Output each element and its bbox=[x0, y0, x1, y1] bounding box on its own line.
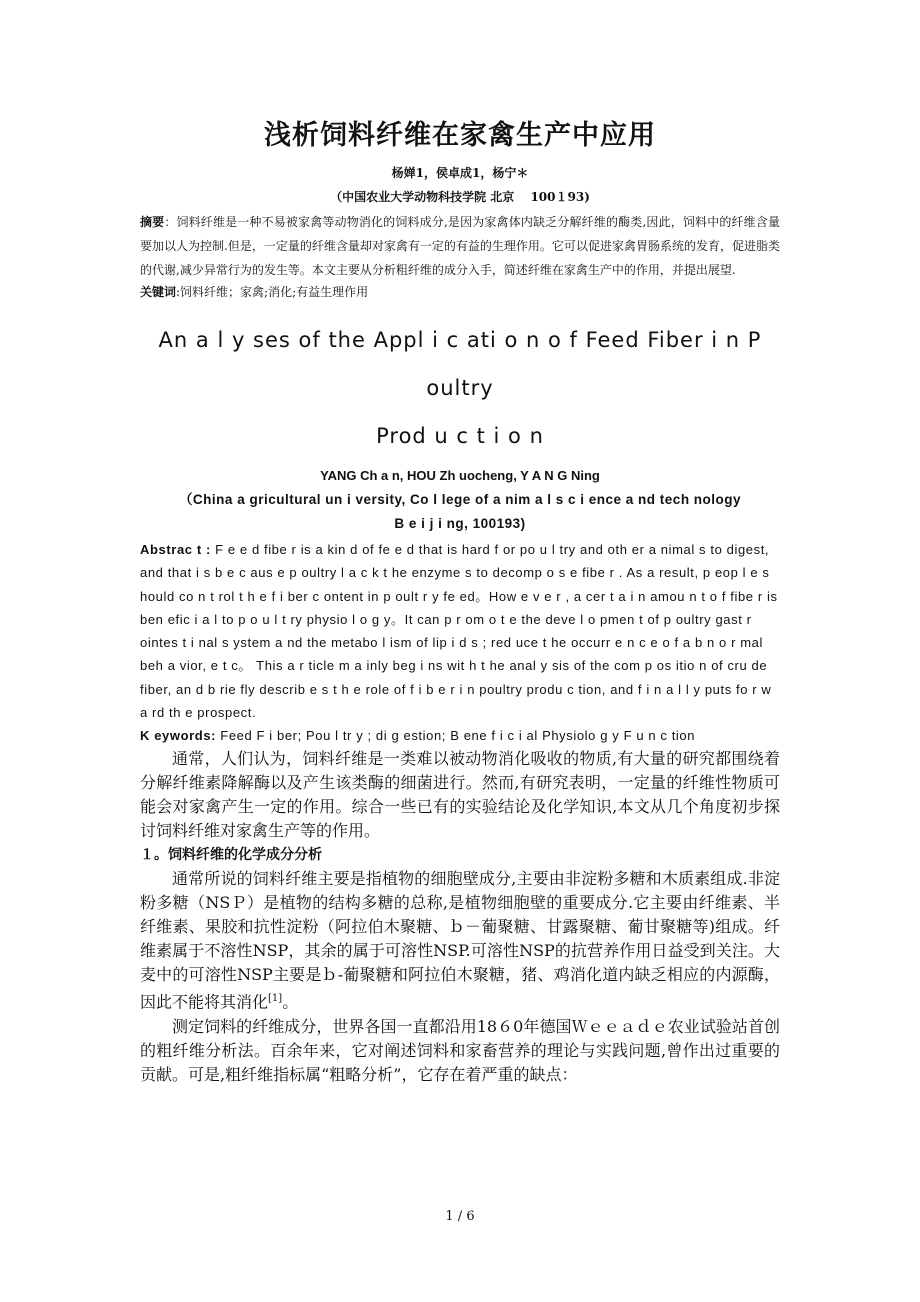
chinese-authors: 杨婵1，侯卓成1，杨宁＊ bbox=[391, 166, 529, 180]
english-abstract bbox=[140, 538, 780, 724]
english-affiliation bbox=[140, 488, 780, 536]
english-title-line-1: An a l y ses of the Appl i c ati o n o f Feed Fiber i n P oultry bbox=[158, 328, 762, 400]
intro-paragraph: 通常，人们认为，饲料纤维是一类难以被动物消化吸收的物质,有大量的研究都围绕着分解纤维素降解酶以及产生该类酶的细菌进行。然而,有研究表明，一定量的纤维性物质可能会对家禽产生一定的作用。综合一些已有的实验结论及化学知识,本文从几个角度初步探讨饲料纤维对家禽生产等的作用。 bbox=[140, 749, 780, 841]
english-abstract-label: Abstrac t : bbox=[140, 542, 211, 557]
english-title-line-2: Prod u c t i o n bbox=[376, 424, 544, 448]
page-content bbox=[140, 116, 780, 1087]
chinese-abstract-label: 摘要 bbox=[140, 215, 165, 229]
section-1-heading: １。饲料纤维的化学成分分析 bbox=[140, 847, 322, 864]
english-affiliation-line-1: （China a gricultural un i versity, Co l lege of a nim a l s c i ence a nd tech nology bbox=[178, 492, 742, 507]
english-affiliation-line-2: B e i j i ng, 100193) bbox=[394, 516, 526, 531]
chinese-affiliation: （中国农业大学动物科技学院 北京 100１93) bbox=[330, 190, 590, 204]
chinese-abstract-text: ：饲料纤维是一种不易被家禽等动物消化的饲料成分,是因为家禽体内缺乏分解纤维的酶类,因此，饲料中的纤维含量要加以人为控制.但是，一定量的纤维含量却对家禽有一定的有益的生理作用。它可以促进家禽胃肠系统的发育，促进脂类的代谢,减少异常行为的发生等。本文主要从分析粗纤维的成分入手，简述纤维在家禽生产中的作用，并提出展望. bbox=[140, 215, 780, 277]
english-keywords bbox=[140, 724, 780, 747]
chinese-title: 浅析饲料纤维在家禽生产中应用 bbox=[264, 120, 656, 151]
chinese-keywords-label: 关键词 bbox=[140, 285, 177, 299]
paragraph-text: 通常所说的饲料纤维主要是指植物的细胞壁成分,主要由非淀粉多糖和木质素组成.非淀粉多糖（NSＰ）是植物的结构多糖的总称,是植物细胞壁的重要成分.它主要由纤维素、半纤维素、果胶和抗性淀粉（阿拉伯木聚糖、ｂ－葡聚糖、甘露聚糖、葡甘聚糖等)组成。纤维素属于不溶性NSP，其余的属于可溶性NSP.可溶性NSP的抗营养作用日益受到关注。大麦中的可溶性NSP主要是ｂ-葡聚糖和阿拉伯木聚糖，猪、鸡消化道内缺乏相应的内源酶，因此不能将其消化 bbox=[140, 869, 780, 1012]
english-abstract-text: F e e d fibe r is a kin d of fe e d that is hard f or po u l try and oth er a nimal s to digest, and that i s b e c aus e p oultry l a c k t he enzyme s to decomp o s e fibe r . As a result, p eop l e s hould co n t rol t h e f i ber c ontent in p oult r y fe ed。How e v e r , a cer t a i n amou n t o f fibe r is ben efic i a l to p o u l t ry physio l o g y。It can p r om o t e the deve l o pmen t of p oultry gast r ointes t i nal s ystem a nd the metabo l ism of lip i d s ; red uce t he occurr e n c e o f a b n o r mal beh a vior, e t c。 This a r ticle m a inly beg i ns wit h t he anal y sis of the com p os itio n of cru de fiber, an d b rie fly describ e s t h e role of f i b e r i n poultry produ c tion, and f i n a l l y puts fo r w a rd th e prospect. bbox=[140, 542, 778, 721]
english-authors: YANG Ch a n, HOU Zh uocheng, Y A N G Ning bbox=[320, 468, 600, 483]
english-title bbox=[140, 316, 780, 460]
chinese-abstract bbox=[140, 210, 780, 282]
page-number: 1 / 6 bbox=[445, 1209, 475, 1224]
chinese-keywords bbox=[140, 282, 780, 302]
english-keywords-text: Feed F i ber; Pou l tr y ; di g estion; B ene f i c i al Physiolo g y F u n c tion bbox=[216, 728, 696, 744]
section-1-paragraph-1 bbox=[140, 867, 780, 1014]
english-keywords-label: K eywords: bbox=[140, 728, 217, 744]
paragraph-end: 。 bbox=[282, 992, 299, 1012]
section-1-paragraph-2: 测定饲料的纤维成分，世界各国一直都沿用18６0年德国Ｗｅｅａｄｅ农业试验站首创的粗纤维分析法。百余年来，它对阐述饲料和家畜营养的理论与实践问题,曾作出过重要的贡献。可是,粗纤维指标属“粗略分析”，它存在着严重的缺点： bbox=[140, 1016, 780, 1084]
chinese-keywords-text: :饲料纤维；家禽;消化;有益生理作用 bbox=[176, 285, 369, 299]
citation-ref[interactable]: [1] bbox=[268, 993, 283, 1005]
